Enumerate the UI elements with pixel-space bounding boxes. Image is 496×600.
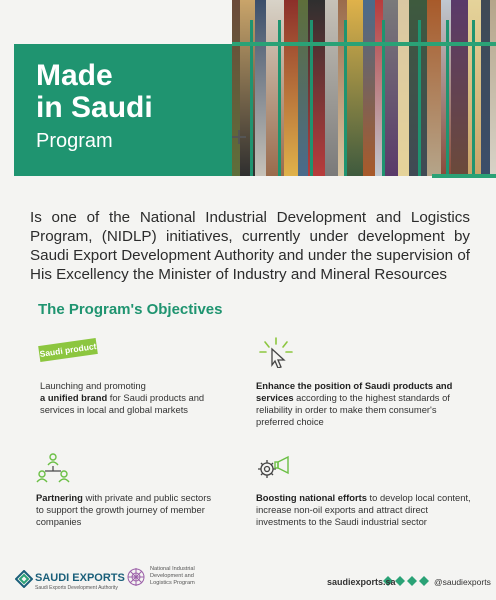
saudi-exports-logo-icon	[15, 570, 33, 588]
objective-bold: Boosting national efforts	[256, 492, 367, 503]
photo-strip	[451, 0, 468, 176]
saudi-exports-logo-text: SAUDI EXPORTS	[35, 572, 125, 584]
objective-text: for Saudi products and services in local and global markets	[40, 392, 205, 415]
objective-text: according to the highest standards of reliability in order to make them consumer's preferred choice	[256, 392, 450, 427]
photo-strip	[255, 0, 266, 176]
crop-mark	[238, 130, 240, 144]
network-icon	[36, 452, 70, 484]
objective-item	[256, 380, 472, 428]
photo-strip	[325, 0, 338, 176]
intro-paragraph: Is one of the National Industrial Development and Logistics Program, (NIDLP) initiatives, currently under development by Saudi Export Development Authority and under the supervision of His Excellency the Minister of Industry and Mineral Resources	[30, 209, 470, 283]
photo-strip	[490, 0, 496, 176]
photo-strip	[232, 0, 240, 176]
hero-banner	[0, 0, 496, 178]
saudi-product-badge: Saudi product	[38, 338, 98, 362]
photo-strip	[347, 0, 363, 176]
green-accent-bar	[432, 174, 496, 178]
objective-bold: a unified brand	[40, 392, 108, 403]
product-photo-collage	[232, 0, 496, 176]
photo-strip	[363, 0, 375, 176]
photo-strip	[266, 0, 284, 176]
objective-item	[36, 492, 216, 528]
page-title: Made in Saudi	[36, 59, 153, 124]
photo-strip	[383, 0, 398, 176]
pointer-icon	[256, 336, 296, 368]
photo-strip	[298, 0, 308, 176]
photo-strip	[398, 0, 409, 176]
photo-strip	[284, 0, 298, 176]
nidlp-logo-text: National Industrial Development and Logistics Program	[150, 566, 195, 586]
tag-icon	[40, 342, 41, 343]
website-link[interactable]: saudiexports.sa	[327, 577, 396, 587]
page-subtitle: Program	[36, 130, 113, 152]
gears-megaphone-icon	[256, 454, 294, 484]
objective-bold: Partnering	[36, 492, 83, 503]
title-panel	[14, 44, 232, 176]
objective-item	[256, 492, 472, 528]
objective-bold: Enhance the position of Saudi products and services	[256, 380, 453, 403]
objectives-title: The Program's Objectives	[38, 301, 223, 318]
social-handle[interactable]: @saudiexports	[434, 577, 491, 587]
objective-text: to develop local content, increase non-oil exports and attract direct investments to the Saudi industrial sector	[256, 492, 471, 527]
objective-text: with private and public sectors to support the growth journey of member companies	[36, 492, 212, 527]
objective-item	[40, 380, 210, 416]
saudi-exports-logo-subtext: Saudi Exports Development Authority	[35, 585, 118, 591]
nidlp-logo-icon	[126, 566, 146, 588]
photo-strip	[481, 0, 490, 176]
objective-lead: Launching and promoting	[40, 380, 146, 391]
green-accent-bar	[232, 42, 496, 46]
photo-strip	[427, 0, 441, 176]
